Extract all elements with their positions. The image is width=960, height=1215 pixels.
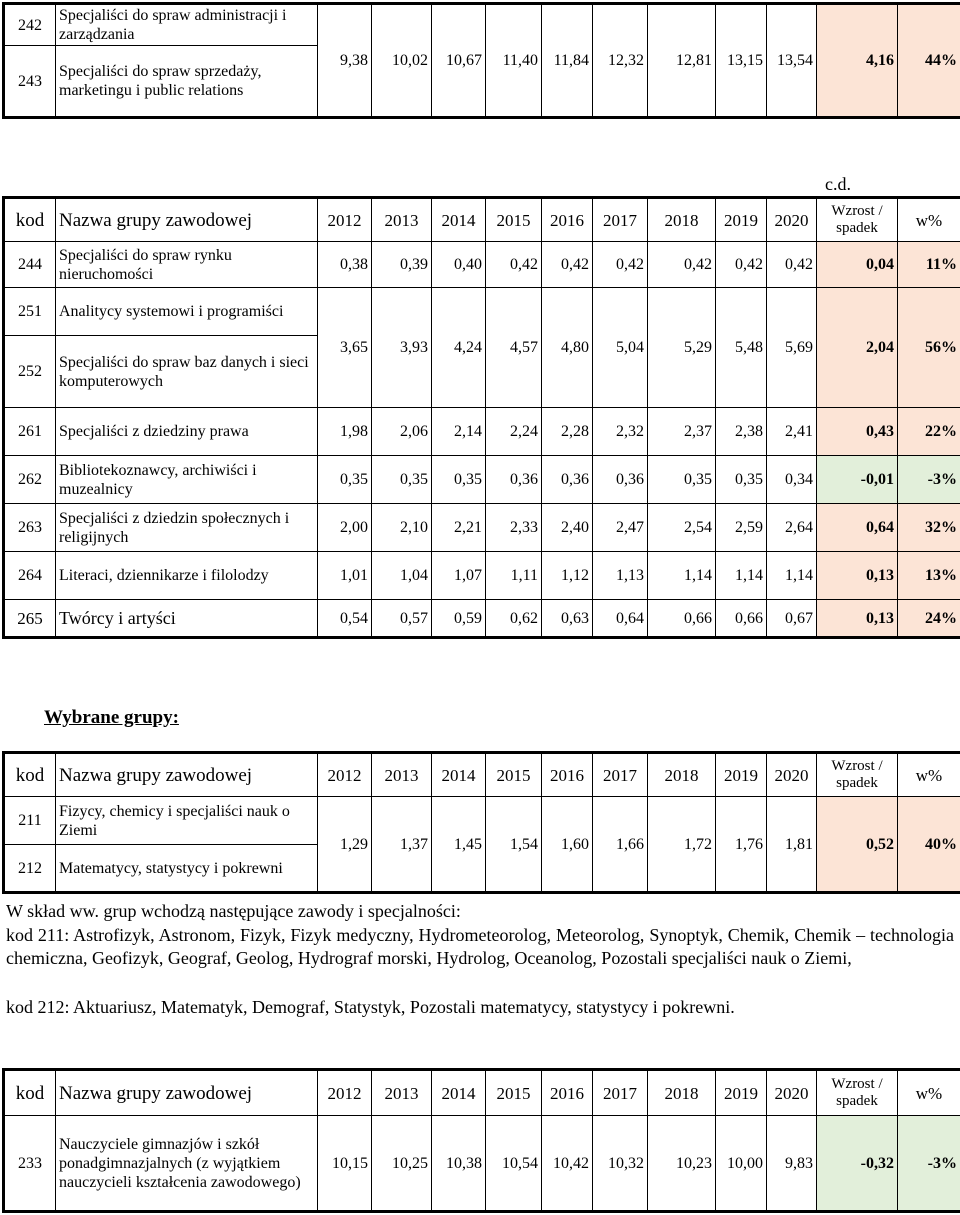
growth-cell: 0,52 — [817, 797, 898, 893]
value-cell: 2,38 — [716, 408, 767, 456]
row-kod: 262 — [4, 456, 56, 504]
value-cell: 5,04 — [593, 288, 648, 408]
value-cell: 10,23 — [648, 1116, 716, 1212]
value-cell: 2,06 — [372, 408, 432, 456]
value-cell: 4,57 — [486, 288, 542, 408]
row-name: Specjaliści do spraw rynku nieruchomości — [56, 242, 318, 288]
value-cell: 10,15 — [318, 1116, 372, 1212]
table-continued-top — [2, 2, 960, 119]
value-cell: 2,64 — [767, 504, 817, 552]
value-cell: 2,00 — [318, 504, 372, 552]
header-year: 2017 — [593, 1070, 648, 1116]
growth-cell: 0,13 — [817, 552, 898, 600]
value-cell: 9,38 — [318, 4, 372, 118]
value-cell: 1,07 — [432, 552, 486, 600]
value-cell: 0,67 — [767, 600, 817, 638]
value-cell: 1,13 — [593, 552, 648, 600]
growth-cell: -0,01 — [817, 456, 898, 504]
percent-cell: 11% — [898, 242, 960, 288]
value-cell: 0,64 — [593, 600, 648, 638]
header-year: 2020 — [767, 753, 817, 797]
value-cell: 0,54 — [318, 600, 372, 638]
value-cell: 0,66 — [716, 600, 767, 638]
header-year: 2017 — [593, 753, 648, 797]
header-kod: kod — [4, 753, 56, 797]
table-row — [4, 288, 960, 336]
value-cell: 0,35 — [432, 456, 486, 504]
header-year: 2015 — [486, 753, 542, 797]
value-cell: 3,93 — [372, 288, 432, 408]
table-row — [4, 504, 960, 552]
value-cell: 5,29 — [648, 288, 716, 408]
value-cell: 1,66 — [593, 797, 648, 893]
value-cell: 0,42 — [486, 242, 542, 288]
value-cell: 2,40 — [542, 504, 593, 552]
value-cell: 2,47 — [593, 504, 648, 552]
value-cell: 1,11 — [486, 552, 542, 600]
row-name: Specjaliści z dziedzin społecznych i religijnych — [56, 504, 318, 552]
header-year: 2016 — [542, 198, 593, 242]
header-growth: Wzrost / spadek — [817, 1070, 898, 1116]
value-cell: 1,37 — [372, 797, 432, 893]
value-cell: 0,35 — [372, 456, 432, 504]
row-name: Bibliotekoznawcy, archiwiści i muzealnicy — [56, 456, 318, 504]
header-year: 2014 — [432, 753, 486, 797]
value-cell: 0,42 — [648, 242, 716, 288]
value-cell: 1,12 — [542, 552, 593, 600]
value-cell: 0,35 — [648, 456, 716, 504]
table-teachers — [2, 1068, 960, 1213]
value-cell: 10,38 — [432, 1116, 486, 1212]
header-year: 2019 — [716, 1070, 767, 1116]
percent-cell: 24% — [898, 600, 960, 638]
value-cell: 2,21 — [432, 504, 486, 552]
value-cell: 2,54 — [648, 504, 716, 552]
value-cell: 0,66 — [648, 600, 716, 638]
value-cell: 2,32 — [593, 408, 648, 456]
header-percent: w% — [898, 198, 960, 242]
header-year: 2012 — [318, 1070, 372, 1116]
value-cell: 0,40 — [432, 242, 486, 288]
header-percent: w% — [898, 1070, 960, 1116]
value-cell: 12,32 — [593, 4, 648, 118]
row-kod: 252 — [4, 336, 56, 408]
table-row — [4, 4, 960, 46]
value-cell: 2,14 — [432, 408, 486, 456]
header-year: 2020 — [767, 198, 817, 242]
header-year: 2013 — [372, 198, 432, 242]
composition-kod-211: kod 211: Astrofizyk, Astronom, Fizyk, Fizyk medyczny, Hydrometeorolog, Meteorolog, Synoptyk, Chemik, Chemik – technologia chemiczna, Geofizyk, Geograf, Geolog, Hydrograf morski, Hydrolog, Oceanolog, Pozostali specjaliści nauk o Ziemi, — [6, 925, 954, 968]
percent-cell: 44% — [898, 4, 960, 118]
row-name: Specjaliści do spraw administracji i zarządzania — [56, 4, 318, 46]
value-cell: 0,36 — [486, 456, 542, 504]
table-row — [4, 408, 960, 456]
value-cell: 10,02 — [372, 4, 432, 118]
growth-cell: 4,16 — [817, 4, 898, 118]
header-year: 2018 — [648, 198, 716, 242]
row-name: Analitycy systemowi i programiści — [56, 288, 318, 336]
growth-cell: 0,13 — [817, 600, 898, 638]
growth-cell: -0,32 — [817, 1116, 898, 1212]
header-year: 2019 — [716, 753, 767, 797]
header-growth: Wzrost / spadek — [817, 753, 898, 797]
value-cell: 3,65 — [318, 288, 372, 408]
value-cell: 2,10 — [372, 504, 432, 552]
value-cell: 0,57 — [372, 600, 432, 638]
row-kod: 212 — [4, 845, 56, 893]
table-row — [4, 242, 960, 288]
growth-cell: 0,43 — [817, 408, 898, 456]
table-row — [4, 456, 960, 504]
value-cell: 10,42 — [542, 1116, 593, 1212]
row-name: Matematycy, statystycy i pokrewni — [56, 845, 318, 893]
value-cell: 0,38 — [318, 242, 372, 288]
growth-cell: 2,04 — [817, 288, 898, 408]
value-cell: 11,84 — [542, 4, 593, 118]
table-row — [4, 552, 960, 600]
header-name: Nazwa grupy zawodowej — [56, 198, 318, 242]
row-name: Specjaliści do spraw baz danych i sieci komputerowych — [56, 336, 318, 408]
header-year: 2020 — [767, 1070, 817, 1116]
value-cell: 2,33 — [486, 504, 542, 552]
composition-kod-212: kod 212: Aktuariusz, Matematyk, Demograf, Statystyk, Pozostali matematycy, statystycy i pokrewni. — [6, 997, 735, 1017]
percent-cell: 40% — [898, 797, 960, 893]
row-kod: 233 — [4, 1116, 56, 1212]
row-name: Nauczyciele gimnazjów i szkół ponadgimnazjalnych (z wyjątkiem nauczycieli kształcenia zawodowego) — [56, 1116, 318, 1212]
table-row — [4, 600, 960, 638]
row-kod: 243 — [4, 46, 56, 118]
header-year: 2014 — [432, 1070, 486, 1116]
header-percent: w% — [898, 753, 960, 797]
header-growth: Wzrost / spadek — [817, 198, 898, 242]
value-cell: 0,36 — [593, 456, 648, 504]
value-cell: 0,63 — [542, 600, 593, 638]
header-kod: kod — [4, 198, 56, 242]
row-name: Twórcy i artyści — [56, 600, 318, 638]
continued-label: c.d. — [825, 174, 851, 194]
value-cell: 0,59 — [432, 600, 486, 638]
percent-cell: 13% — [898, 552, 960, 600]
row-name: Specjaliści z dziedziny prawa — [56, 408, 318, 456]
value-cell: 10,54 — [486, 1116, 542, 1212]
growth-cell: 0,64 — [817, 504, 898, 552]
value-cell: 1,54 — [486, 797, 542, 893]
header-year: 2015 — [486, 1070, 542, 1116]
composition-intro: W skład ww. grup wchodzą następujące zawody i specjalności: — [6, 901, 461, 921]
value-cell: 2,37 — [648, 408, 716, 456]
value-cell: 2,24 — [486, 408, 542, 456]
table-selected-groups — [2, 751, 960, 894]
table-row — [4, 797, 960, 845]
row-name: Literaci, dziennikarze i filolodzy — [56, 552, 318, 600]
value-cell: 0,39 — [372, 242, 432, 288]
value-cell: 4,80 — [542, 288, 593, 408]
value-cell: 1,14 — [648, 552, 716, 600]
value-cell: 0,62 — [486, 600, 542, 638]
header-year: 2017 — [593, 198, 648, 242]
value-cell: 0,42 — [593, 242, 648, 288]
value-cell: 2,59 — [716, 504, 767, 552]
header-year: 2019 — [716, 198, 767, 242]
value-cell: 0,36 — [542, 456, 593, 504]
value-cell: 1,29 — [318, 797, 372, 893]
value-cell: 1,14 — [716, 552, 767, 600]
table-row — [4, 1116, 960, 1212]
header-year: 2012 — [318, 198, 372, 242]
value-cell: 4,24 — [432, 288, 486, 408]
value-cell: 5,69 — [767, 288, 817, 408]
value-cell: 10,32 — [593, 1116, 648, 1212]
table-main — [2, 196, 960, 639]
value-cell: 1,14 — [767, 552, 817, 600]
row-kod: 211 — [4, 797, 56, 845]
value-cell: 1,04 — [372, 552, 432, 600]
header-name: Nazwa grupy zawodowej — [56, 1070, 318, 1116]
value-cell: 5,48 — [716, 288, 767, 408]
value-cell: 2,28 — [542, 408, 593, 456]
row-kod: 264 — [4, 552, 56, 600]
percent-cell: -3% — [898, 1116, 960, 1212]
value-cell: 9,83 — [767, 1116, 817, 1212]
row-kod: 261 — [4, 408, 56, 456]
value-cell: 1,01 — [318, 552, 372, 600]
table-header-row — [4, 1070, 960, 1116]
value-cell: 0,42 — [542, 242, 593, 288]
header-year: 2016 — [542, 1070, 593, 1116]
header-year: 2018 — [648, 1070, 716, 1116]
selected-groups-heading: Wybrane grupy: — [44, 707, 179, 728]
header-year: 2016 — [542, 753, 593, 797]
percent-cell: 22% — [898, 408, 960, 456]
value-cell: 1,72 — [648, 797, 716, 893]
value-cell: 10,00 — [716, 1116, 767, 1212]
header-year: 2014 — [432, 198, 486, 242]
value-cell: 1,60 — [542, 797, 593, 893]
header-year: 2015 — [486, 198, 542, 242]
header-year: 2013 — [372, 1070, 432, 1116]
table-header-row — [4, 753, 960, 797]
percent-cell: -3% — [898, 456, 960, 504]
header-year: 2012 — [318, 753, 372, 797]
row-kod: 242 — [4, 4, 56, 46]
value-cell: 1,81 — [767, 797, 817, 893]
row-name: Fizycy, chemicy i specjaliści nauk o Ziemi — [56, 797, 318, 845]
row-kod: 265 — [4, 600, 56, 638]
header-kod: kod — [4, 1070, 56, 1116]
value-cell: 10,67 — [432, 4, 486, 118]
value-cell: 0,35 — [318, 456, 372, 504]
value-cell: 2,41 — [767, 408, 817, 456]
row-name: Specjaliści do spraw sprzedaży, marketingu i public relations — [56, 46, 318, 118]
row-kod: 251 — [4, 288, 56, 336]
table-header-row — [4, 198, 960, 242]
value-cell: 1,98 — [318, 408, 372, 456]
value-cell: 0,34 — [767, 456, 817, 504]
value-cell: 0,35 — [716, 456, 767, 504]
value-cell: 1,76 — [716, 797, 767, 893]
value-cell: 0,42 — [767, 242, 817, 288]
value-cell: 1,45 — [432, 797, 486, 893]
value-cell: 0,42 — [716, 242, 767, 288]
value-cell: 13,15 — [716, 4, 767, 118]
value-cell: 10,25 — [372, 1116, 432, 1212]
header-year: 2018 — [648, 753, 716, 797]
growth-cell: 0,04 — [817, 242, 898, 288]
row-kod: 244 — [4, 242, 56, 288]
value-cell: 13,54 — [767, 4, 817, 118]
header-year: 2013 — [372, 753, 432, 797]
percent-cell: 32% — [898, 504, 960, 552]
value-cell: 11,40 — [486, 4, 542, 118]
row-kod: 263 — [4, 504, 56, 552]
header-name: Nazwa grupy zawodowej — [56, 753, 318, 797]
value-cell: 12,81 — [648, 4, 716, 118]
percent-cell: 56% — [898, 288, 960, 408]
